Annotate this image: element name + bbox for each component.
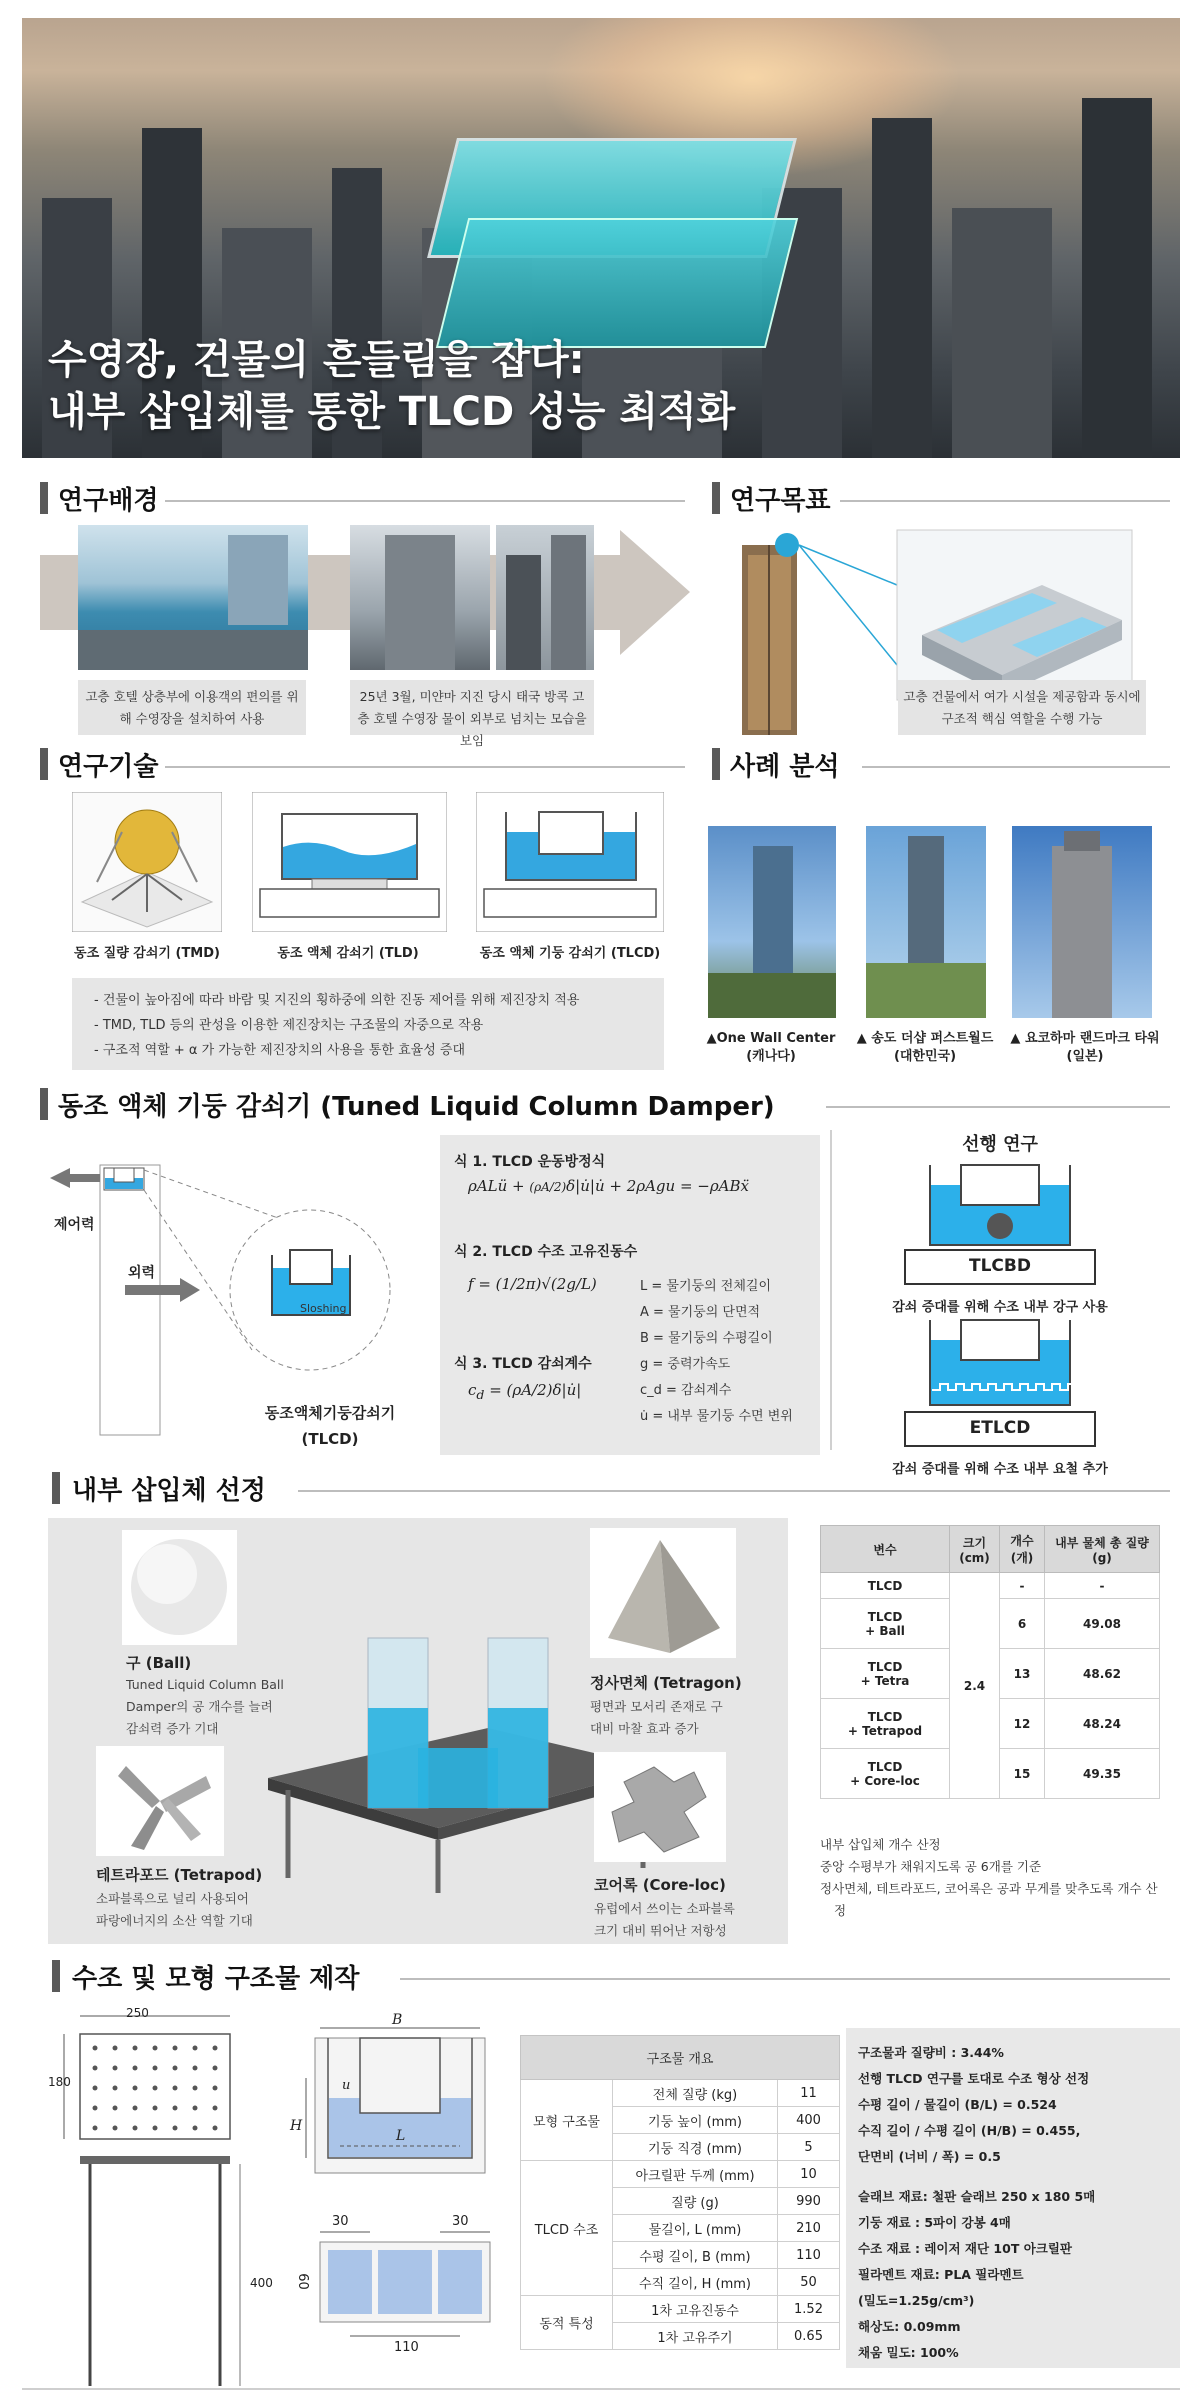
label-tlcbd: TLCBD	[969, 1256, 1031, 1276]
prop-line: 구조물과 질량비 : 3.44%	[858, 2045, 1004, 2060]
note-line: 내부 삽입체 개수 산정	[820, 1837, 941, 1852]
cell-var-line: TLCD	[867, 1659, 903, 1674]
section-divider	[840, 500, 1170, 502]
row-value: 400	[778, 2107, 840, 2134]
var-def: u̇ = 내부 물기둥 수면 변위	[640, 1409, 793, 1424]
note-line: 정사면체, 테트라포드, 코어록은 공과 무게를 맞추도록 개수 산정	[820, 1881, 1158, 1918]
group-name: 모형 구조물	[521, 2080, 613, 2161]
ball-desc-line: Damper의 공 개수를 늘려	[126, 1699, 273, 1714]
section-divider	[862, 766, 1170, 768]
cell-count: 6	[1000, 1599, 1045, 1649]
dim-30-left: 30	[332, 2214, 349, 2229]
cell-count: 12	[1000, 1699, 1045, 1749]
section-divider	[400, 1978, 1170, 1980]
case-country: (일본)	[1066, 1049, 1104, 1064]
cell-var-line: TLCD	[867, 1709, 903, 1724]
cell-var	[821, 1649, 950, 1699]
table-header: 변수	[821, 1526, 950, 1573]
cell-count: 13	[1000, 1649, 1045, 1699]
case-label-2	[850, 1030, 1000, 1066]
cell-mass: 48.62	[1045, 1649, 1160, 1699]
row-value: 50	[778, 2269, 840, 2296]
tetrapod-desc	[96, 1888, 253, 1932]
table-header: 내부 물체 총 질량 (g)	[1045, 1526, 1160, 1573]
section-title-tech: 연구기술	[58, 752, 159, 782]
eq2-expression: f = (1/2π)√(2g/L)	[468, 1275, 597, 1293]
case-label-3	[1005, 1030, 1165, 1066]
case-name: ▲One Wall Center	[706, 1031, 836, 1046]
cell-mass: 49.35	[1045, 1749, 1160, 1799]
prop-line: 기둥 재료 : 5파이 강봉 4매	[858, 2215, 1011, 2230]
dim-b: B	[392, 2012, 403, 2028]
label-external-force: 외력	[128, 1265, 156, 1281]
row-label: 기둥 직경 (mm)	[613, 2134, 778, 2161]
tech-bullet: - 구조적 역할 + α 가 가능한 제진장치의 사용을 통한 효율성 증대	[94, 1038, 642, 1063]
eq3-expression: $c_d$ = (ρA/2)δ|u̇|	[468, 1381, 582, 1402]
tetragon-desc-line: 대비 마찰 효과 증가	[590, 1721, 699, 1736]
dim-60: 60	[294, 2273, 310, 2290]
tetrapod-desc-line: 소파블록으로 널리 사용되어	[96, 1891, 249, 1906]
section-title-cases: 사례 분석	[730, 752, 840, 782]
vertical-divider	[830, 1130, 832, 1450]
tech-bullets	[72, 978, 664, 1070]
dim-30-right: 30	[452, 2214, 469, 2229]
ball-desc-line: 감쇠력 증가 기대	[126, 1721, 219, 1736]
formula-panel	[440, 1135, 820, 1455]
section-divider	[298, 1490, 1170, 1492]
tld-illustration	[252, 792, 447, 932]
prop-line: 수조 재료 : 레이저 재단 10T 아크릴판	[858, 2241, 1073, 2256]
table-title: 구조물 개요	[521, 2036, 840, 2080]
section-title-objective: 연구목표	[730, 486, 831, 516]
caption-objective: 고층 건물에서 여가 시설을 제공함과 동시에 구조적 핵심 역할을 수행 가능	[898, 680, 1146, 735]
prop-line: 슬래브 재료: 철판 슬래브 250 x 180 5매	[858, 2189, 1096, 2204]
label-control-force: 제어력	[54, 1217, 95, 1233]
cell-var-line: TLCD	[867, 1609, 903, 1624]
section-marker	[40, 482, 48, 514]
cell-var	[821, 1749, 950, 1799]
table-row	[521, 2161, 840, 2188]
dim-l: L	[396, 2128, 406, 2144]
case-country: (캐나다)	[746, 1049, 796, 1064]
photo-one-wall-center	[708, 826, 836, 1018]
tech-bullet: - TMD, TLD 등의 관성을 이용한 제진장치는 구조물의 자중으로 작용	[94, 1013, 642, 1038]
ball-image	[122, 1530, 237, 1645]
dim-250: 250	[126, 2006, 149, 2020]
prop-spacer	[858, 2170, 1168, 2184]
insert-object-table	[820, 1525, 1160, 1799]
tetragon-desc	[590, 1696, 723, 1740]
var-def: L = 물기둥의 전체길이	[640, 1279, 771, 1294]
table-row	[521, 2080, 840, 2107]
coreloc-desc-line: 크기 대비 뛰어난 저항성	[594, 1923, 727, 1938]
cell-mass: 48.24	[1045, 1699, 1160, 1749]
prop-line: 선행 TLCD 연구를 토대로 수조 형상 선정	[858, 2071, 1090, 2086]
cell-var-line: + Ball	[865, 1623, 905, 1638]
cell-var-line: + Tetra	[860, 1673, 910, 1688]
structure-overview-table	[520, 2035, 840, 2350]
section-title-tlcd: 동조 액체 기둥 감쇠기 (Tuned Liquid Column Damper)	[58, 1092, 775, 1122]
cell-var: TLCD	[821, 1573, 950, 1599]
cell-mass: -	[1045, 1573, 1160, 1599]
var-def: B = 물기둥의 수평길이	[640, 1331, 773, 1346]
row-label: 기둥 높이 (mm)	[613, 2107, 778, 2134]
dim-h: H	[290, 2118, 303, 2134]
tetrapod-desc-line: 파랑에너지의 소산 역할 기대	[96, 1913, 253, 1928]
row-label: 아크릴판 두께 (mm)	[613, 2161, 778, 2188]
group-name: TLCD 수조	[521, 2161, 613, 2296]
dim-400: 400	[250, 2276, 273, 2290]
prop-line: 해상도: 0.09mm	[858, 2319, 961, 2334]
device-label-line1: 동조액체기둥감쇠기	[264, 1404, 396, 1422]
row-label: 수평 길이, B (mm)	[613, 2242, 778, 2269]
tetrapod-image	[96, 1746, 224, 1856]
row-label: 1차 고유진동수	[613, 2296, 778, 2323]
eq2-title: 식 2. TLCD 수조 고유진동수	[454, 1244, 638, 1260]
prior-study-title: 선행 연구	[962, 1134, 1038, 1155]
caption-etlcd: 감쇠 증대를 위해 수조 내부 요철 추가	[892, 1462, 1108, 1477]
dim-180: 180	[48, 2075, 71, 2089]
prop-line: 필라멘트 재료: PLA 필라멘트	[858, 2267, 1024, 2282]
var-def: A = 물기둥의 단면적	[640, 1305, 761, 1320]
case-name: ▲ 송도 더샵 퍼스트월드	[856, 1031, 994, 1046]
prop-line: 수직 길이 / 수평 길이 (H/B) = 0.455,	[858, 2123, 1081, 2138]
eq3-title: 식 3. TLCD 감쇠계수	[454, 1356, 592, 1372]
table-row	[521, 2296, 840, 2323]
group-name: 동적 특성	[521, 2296, 613, 2350]
section-marker	[52, 1472, 60, 1504]
structure-drawing	[50, 2006, 250, 2396]
label-tmd: 동조 질량 감쇠기 (TMD)	[74, 946, 220, 961]
hero-title-line1: 수영장, 건물의 흔들림을 잡다:	[48, 337, 585, 383]
dim-110: 110	[394, 2340, 419, 2355]
case-label-1	[696, 1030, 846, 1066]
row-value: 110	[778, 2242, 840, 2269]
tetrapod-title: 테트라포드 (Tetrapod)	[96, 1866, 263, 1884]
section-divider	[826, 1106, 1170, 1108]
footer-divider	[22, 2388, 1180, 2390]
section-marker	[40, 1088, 48, 1120]
cell-count: -	[1000, 1573, 1045, 1599]
row-value: 11	[778, 2080, 840, 2107]
coreloc-image	[594, 1752, 726, 1862]
row-label: 전체 질량 (kg)	[613, 2080, 778, 2107]
skyline-building	[1082, 98, 1152, 458]
row-value: 1.52	[778, 2296, 840, 2323]
label-tlcd: 동조 액체 기둥 감쇠기 (TLCD)	[479, 946, 661, 961]
tetragon-title: 정사면체 (Tetragon)	[590, 1674, 742, 1692]
label-sloshing: Sloshing	[300, 1302, 347, 1315]
row-label: 물길이, L (mm)	[613, 2215, 778, 2242]
fabrication-properties	[846, 2028, 1180, 2368]
cell-var-line: + Tetrapod	[847, 1723, 923, 1738]
section-marker	[712, 482, 720, 514]
rooftop-pool-glass	[436, 218, 798, 348]
coreloc-title: 코어록 (Core-loc)	[594, 1876, 726, 1894]
tetragon-desc-line: 평면과 모서리 존재로 구	[590, 1699, 723, 1714]
section-title-background: 연구배경	[58, 486, 159, 516]
photo-songdo	[866, 826, 986, 1018]
tlcd-illustration	[476, 792, 664, 932]
ball-desc	[126, 1674, 284, 1740]
caption-tlcbd: 감쇠 증대를 위해 수조 내부 강구 사용	[892, 1300, 1108, 1315]
note-line: 중앙 수평부가 채워지도록 공 6개를 기준	[820, 1859, 1042, 1874]
tech-bullet: - 건물이 높아짐에 따라 바람 및 지진의 횡하중에 의한 진동 제어를 위해 제진장치 적용	[94, 988, 642, 1013]
caption-myanmar-earthquake: 25년 3월, 미얀마 지진 당시 태국 방콕 고층 호텔 수영장 물이 외부로 넘치는 모습을 보임	[350, 680, 594, 735]
coreloc-desc-line: 유럽에서 쓰이는 소파블록	[594, 1901, 735, 1916]
row-value: 990	[778, 2188, 840, 2215]
device-label-line2: (TLCD)	[301, 1430, 359, 1448]
row-value: 5	[778, 2134, 840, 2161]
photo-hotel-pool	[78, 525, 308, 670]
hero-title-line2: 내부 삽입체를 통한 TLCD 성능 최적화	[48, 389, 736, 435]
tmd-illustration	[72, 792, 222, 932]
skyline-building	[952, 208, 1052, 458]
var-def: g = 중력가속도	[640, 1357, 731, 1372]
caption-hotel-pool: 고층 호텔 상층부에 이용객의 편의를 위해 수영장을 설치하여 사용	[78, 680, 306, 735]
section-divider	[165, 500, 685, 502]
tank-plan-drawing	[310, 2218, 500, 2348]
label-device	[240, 1400, 420, 1452]
eq1-title: 식 1. TLCD 운동방정식	[454, 1154, 606, 1170]
row-value: 10	[778, 2161, 840, 2188]
var-def: c_d = 감쇠계수	[640, 1383, 732, 1398]
row-label: 1차 고유주기	[613, 2323, 778, 2350]
section-title-inserts: 내부 삽입체 선정	[72, 1476, 266, 1506]
prop-line: (밀도=1.25g/cm³)	[858, 2293, 975, 2308]
photo-overflow-2	[496, 525, 594, 670]
row-value: 210	[778, 2215, 840, 2242]
prop-line: 단면비 (너비 / 폭) = 0.5	[858, 2149, 1001, 2164]
hero-banner	[22, 18, 1180, 458]
photo-yokohama	[1012, 826, 1152, 1018]
cell-mass: 49.08	[1045, 1599, 1160, 1649]
section-title-fabrication: 수조 및 모형 구조물 제작	[72, 1964, 360, 1994]
tank-section-drawing	[300, 2018, 500, 2188]
label-tld: 동조 액체 감쇠기 (TLD)	[277, 946, 419, 961]
section-marker	[40, 748, 48, 780]
tetragon-image	[590, 1528, 736, 1658]
hero-title	[48, 334, 735, 438]
skyline-building	[872, 118, 932, 458]
section-divider	[165, 766, 685, 768]
cell-count: 15	[1000, 1749, 1045, 1799]
case-name: ▲ 요코하마 랜드마크 타워	[1010, 1031, 1160, 1046]
table-header: 개수 (개)	[1000, 1526, 1045, 1573]
ball-desc-line: Tuned Liquid Column Ball	[126, 1677, 284, 1692]
cell-var	[821, 1599, 950, 1649]
row-value: 0.65	[778, 2323, 840, 2350]
dim-u: u	[342, 2078, 351, 2093]
photo-overflow-1	[350, 525, 490, 670]
eq1-expression: ρALü + (ρA/2)δ|u̇|u̇ + 2ρAgu = −ρABẍ	[468, 1177, 749, 1195]
case-country: (대한민국)	[893, 1049, 957, 1064]
cell-var-line: TLCD	[867, 1759, 903, 1774]
table-row	[821, 1573, 1160, 1599]
section-marker	[52, 1960, 60, 1992]
table-header: 크기 (cm)	[950, 1526, 1000, 1573]
prop-line: 채움 밀도: 100%	[858, 2345, 959, 2360]
cell-var	[821, 1699, 950, 1749]
row-label: 수직 길이, H (mm)	[613, 2269, 778, 2296]
coreloc-desc	[594, 1898, 735, 1942]
cell-size: 2.4	[950, 1573, 1000, 1799]
cell-var-line: + Core-loc	[850, 1773, 920, 1788]
section-marker	[712, 748, 720, 780]
label-etlcd: ETLCD	[969, 1418, 1031, 1438]
row-label: 질량 (g)	[613, 2188, 778, 2215]
ball-title: 구 (Ball)	[126, 1654, 192, 1672]
prop-line: 수평 길이 / 물길이 (B/L) = 0.524	[858, 2097, 1057, 2112]
insert-notes	[820, 1834, 1160, 1922]
